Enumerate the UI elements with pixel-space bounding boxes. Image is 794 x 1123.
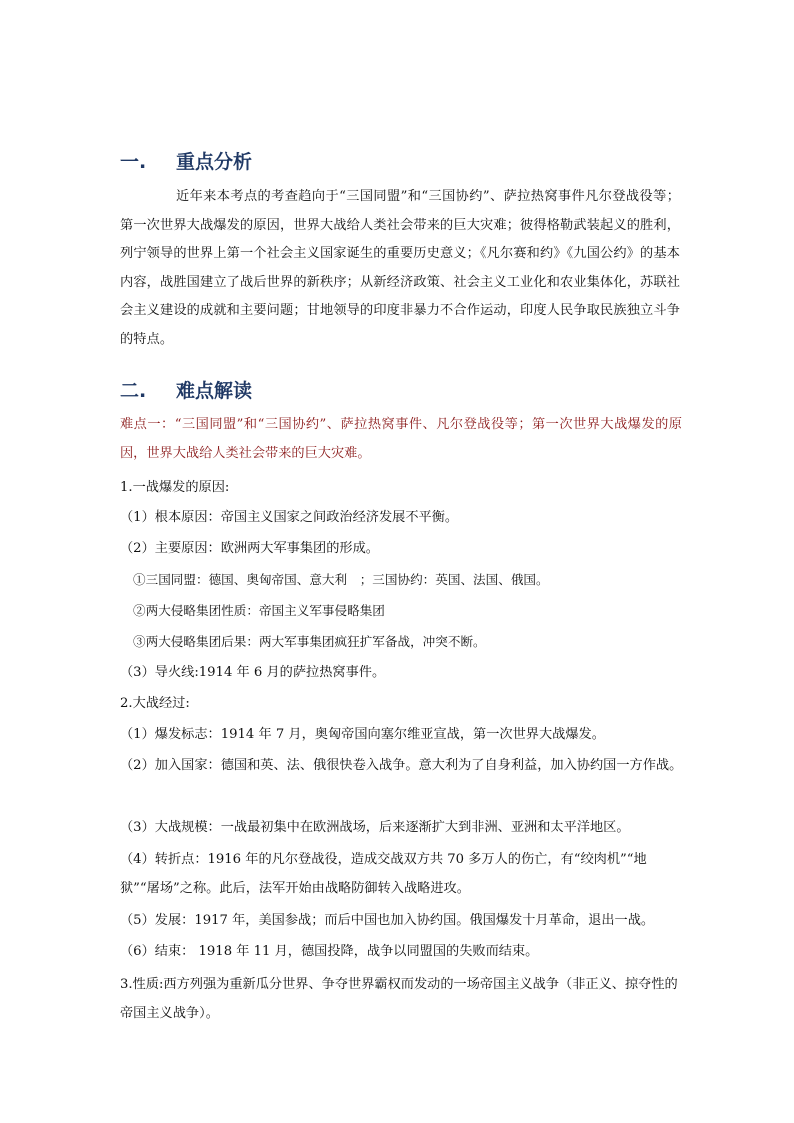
list-item: 2.大战经过: [120,696,190,711]
list-item: 1.一战爆发的原因: [120,480,230,495]
section-heading-difficulty [120,376,252,403]
list-item: （3）导火线:1914 年 6 月的萨拉热窝事件。 [120,665,386,680]
list-item: ③两大侵略集团后果：两大军事集团疯狂扩军备战，冲突不断。 [133,634,486,649]
difficulty-one-text: 难点一：“三国同盟”和“三国协约”、萨拉热窝事件、凡尔登战役等；第一次世界大战爆发的原因，世界大战给人类社会带来的巨大灾难。 [120,417,682,461]
list-item: （4）转折点：1916 年的凡尔登战役，造成交战双方共 70 多万人的伤亡，有“绞肉机”“地狱”“屠场”之称。此后，法军开始由战略防御转入战略进攻。 [120,852,647,896]
list-item: （2）主要原因：欧洲两大军事集团的形成。 [120,541,379,556]
list-item: （3）大战规模：一战最初集中在欧洲战场，后来逐渐扩大到非洲、亚洲和太平洋地区。 [120,820,630,835]
list-item: （1）爆发标志：1914 年 7 月，奥匈帝国向塞尔维亚宣战，第一次世界大战爆发。 [120,727,605,742]
list-item: ①三国同盟：德国、奥匈帝国、意大利 ；三国协约：英国、法国、俄国。 [133,572,549,587]
intro-paragraph: 近年来本考点的考查趋向于“三国同盟”和“三国协约”、萨拉热窝事件凡尔登战役等；第一次世界大战爆发的原因，世界大战给人类社会带来的巨大灾难；彼得格勒武装起义的胜利，列宁领导的世界上第一个社会主义国家诞生的重要历史意义；《凡尔赛和约》《九国公约》的基本内容，战胜国建立了战后世界的新秩序；从新经济政策、社会主义工业化和农业集体化，苏联社会主义建设的成就和主要问题；甘地领导的印度非暴力不合作运动，印度人民争取民族独立斗争的特点。 [120,189,680,347]
section-heading-key-analysis [120,147,252,174]
list-item: （1）根本原因：帝国主义国家之间政治经济发展不平衡。 [120,510,459,525]
section-title: 重点分析 [176,151,253,173]
list-item: （6）结束： 1918 年 11 月，德国投降，战争以同盟国的失败而结束。 [120,944,539,959]
list-item: （5）发展：1917 年，美国参战；而后中国也加入协约国。俄国爆发十月革命，退出一战。 [120,913,655,928]
section-number: 二. [120,380,147,402]
list-item: （2）加入国家：德国和英、法、俄很快卷入战争。意大利为了自身利益，加入协约国一方作战。 [120,758,683,773]
list-item: ②两大侵略集团性质：帝国主义军事侵略集团 [133,603,385,618]
section-number: 一. [120,151,147,173]
section-title: 难点解读 [176,380,253,402]
list-item: 3.性质:西方列强为重新瓜分世界、争夺世界霸权而发动的一场帝国主义战争（非正义、掠夺性的帝国主义战争）。 [120,977,678,1021]
